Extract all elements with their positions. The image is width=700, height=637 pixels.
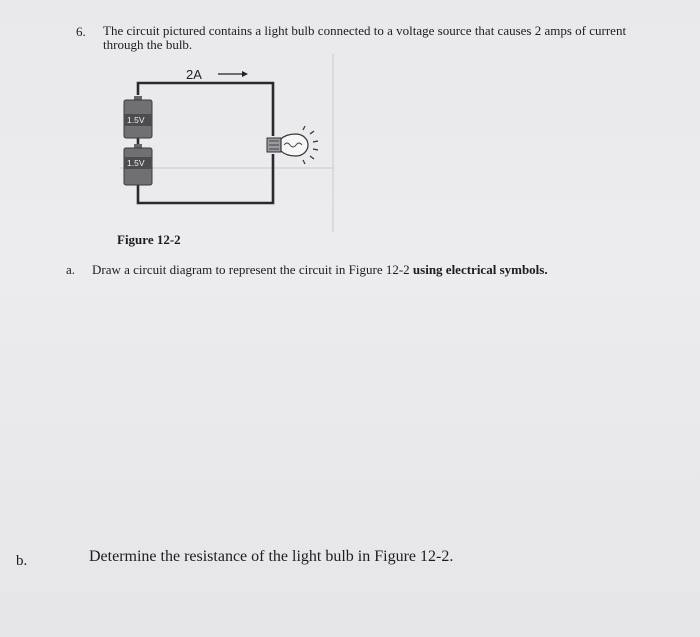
figure-caption: Figure 12-2 — [117, 232, 181, 247]
part-a-text — [92, 262, 548, 278]
circuit-drawing — [118, 52, 340, 234]
wire-bottom — [138, 154, 273, 203]
part-a-emphasis: using electrical symbols. — [412, 262, 548, 277]
part-b-label: b. — [16, 553, 28, 569]
light-bulb-icon — [267, 126, 318, 164]
current-label: 2A — [186, 67, 202, 82]
part-b-text: Determine the resistance of the light bulb in Figure 12-2. — [89, 548, 454, 565]
part-a-prompt: Draw a circuit diagram to represent the circuit in Figure 12-2 — [92, 262, 410, 277]
svg-text:1.5V: 1.5V — [127, 115, 145, 125]
battery-top — [124, 96, 152, 138]
question-text: The circuit pictured contains a light bulb connected to a voltage source that causes 2 amps of current through the bulb. — [103, 23, 627, 52]
wire-top — [138, 83, 273, 136]
battery-bottom — [124, 144, 152, 185]
arrow-head-icon — [242, 71, 248, 77]
svg-text:1.5V: 1.5V — [127, 158, 145, 168]
circuit-figure — [118, 52, 340, 234]
part-a-label: a. — [66, 262, 76, 277]
question-number: 6. — [76, 24, 86, 39]
